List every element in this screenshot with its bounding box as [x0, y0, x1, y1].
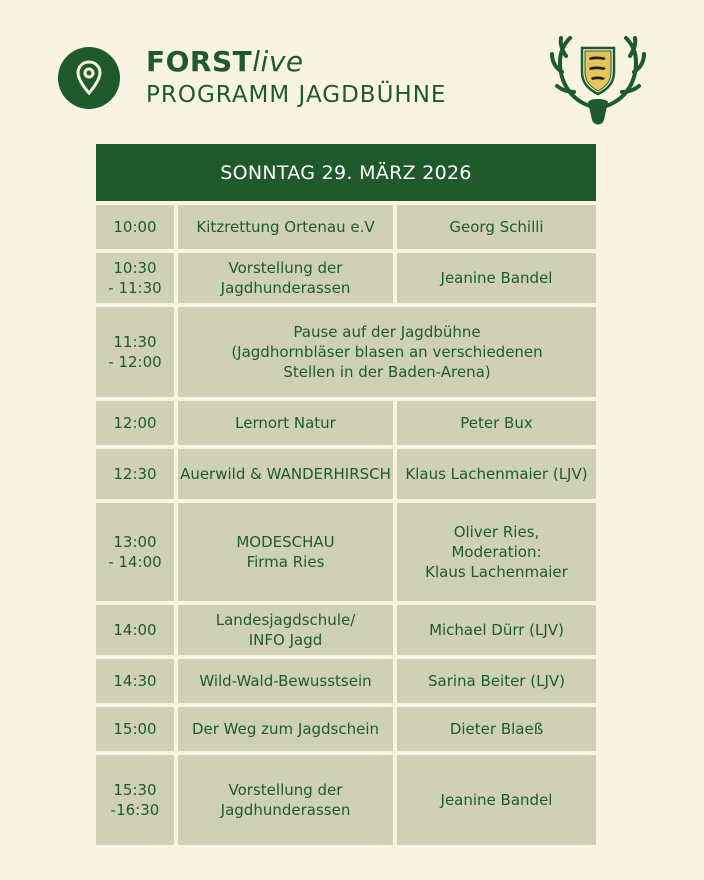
day-header: SONNTAG 29. MÄRZ 2026 [96, 144, 596, 201]
schedule-topic: Vorstellung der Jagdhunderassen [178, 755, 393, 845]
schedule-time: 10:30 - 11:30 [96, 253, 174, 303]
schedule-time: 10:00 [96, 205, 174, 249]
schedule-speaker: Georg Schilli [397, 205, 596, 249]
schedule-topic: Der Weg zum Jagdschein [178, 707, 393, 751]
schedule-topic: MODESCHAU Firma Ries [178, 503, 393, 601]
schedule-time: 15:30 -16:30 [96, 755, 174, 845]
schedule-time: 14:30 [96, 659, 174, 703]
schedule-topic: Vorstellung der Jagdhunderassen [178, 253, 393, 303]
brand-name [146, 45, 446, 78]
schedule-topic: Landesjagdschule/ INFO Jagd [178, 605, 393, 655]
map-pin-icon [76, 60, 102, 96]
schedule-speaker: Oliver Ries, Moderation: Klaus Lachenmaier [397, 503, 596, 601]
schedule-speaker: Peter Bux [397, 401, 596, 445]
brand-name-main: FORST [146, 45, 253, 78]
page-title: PROGRAMM JAGDBÜHNE [146, 82, 447, 108]
schedule-time: 14:00 [96, 605, 174, 655]
schedule-time: 13:00 - 14:00 [96, 503, 174, 601]
schedule-topic: Lernort Natur [178, 401, 393, 445]
schedule-topic: Wild-Wald-Bewusstsein [178, 659, 393, 703]
schedule-topic: Pause auf der Jagdbühne (Jagdhornbläser blasen an verschiedenen Stellen in der Baden-Arena) [178, 307, 596, 397]
schedule-topic: Kitzrettung Ortenau e.V [178, 205, 393, 249]
schedule-time: 12:00 [96, 401, 174, 445]
schedule-speaker: Klaus Lachenmaier (LJV) [397, 449, 596, 499]
schedule-time: 12:30 [96, 449, 174, 499]
schedule-topic: Auerwild & WANDERHIRSCH [178, 449, 393, 499]
schedule-speaker: Jeanine Bandel [397, 253, 596, 303]
schedule-speaker: Michael Dürr (LJV) [397, 605, 596, 655]
schedule-table [96, 205, 596, 845]
schedule-speaker: Sarina Beiter (LJV) [397, 659, 596, 703]
brand-name-italic: live [252, 45, 304, 78]
location-logo [58, 47, 120, 109]
brand-block [146, 45, 447, 108]
schedule-speaker: Jeanine Bandel [397, 755, 596, 845]
schedule-speaker: Dieter Blaeß [397, 707, 596, 751]
schedule-time: 15:00 [96, 707, 174, 751]
antler-crest-icon [548, 34, 648, 130]
schedule-time: 11:30 - 12:00 [96, 307, 174, 397]
